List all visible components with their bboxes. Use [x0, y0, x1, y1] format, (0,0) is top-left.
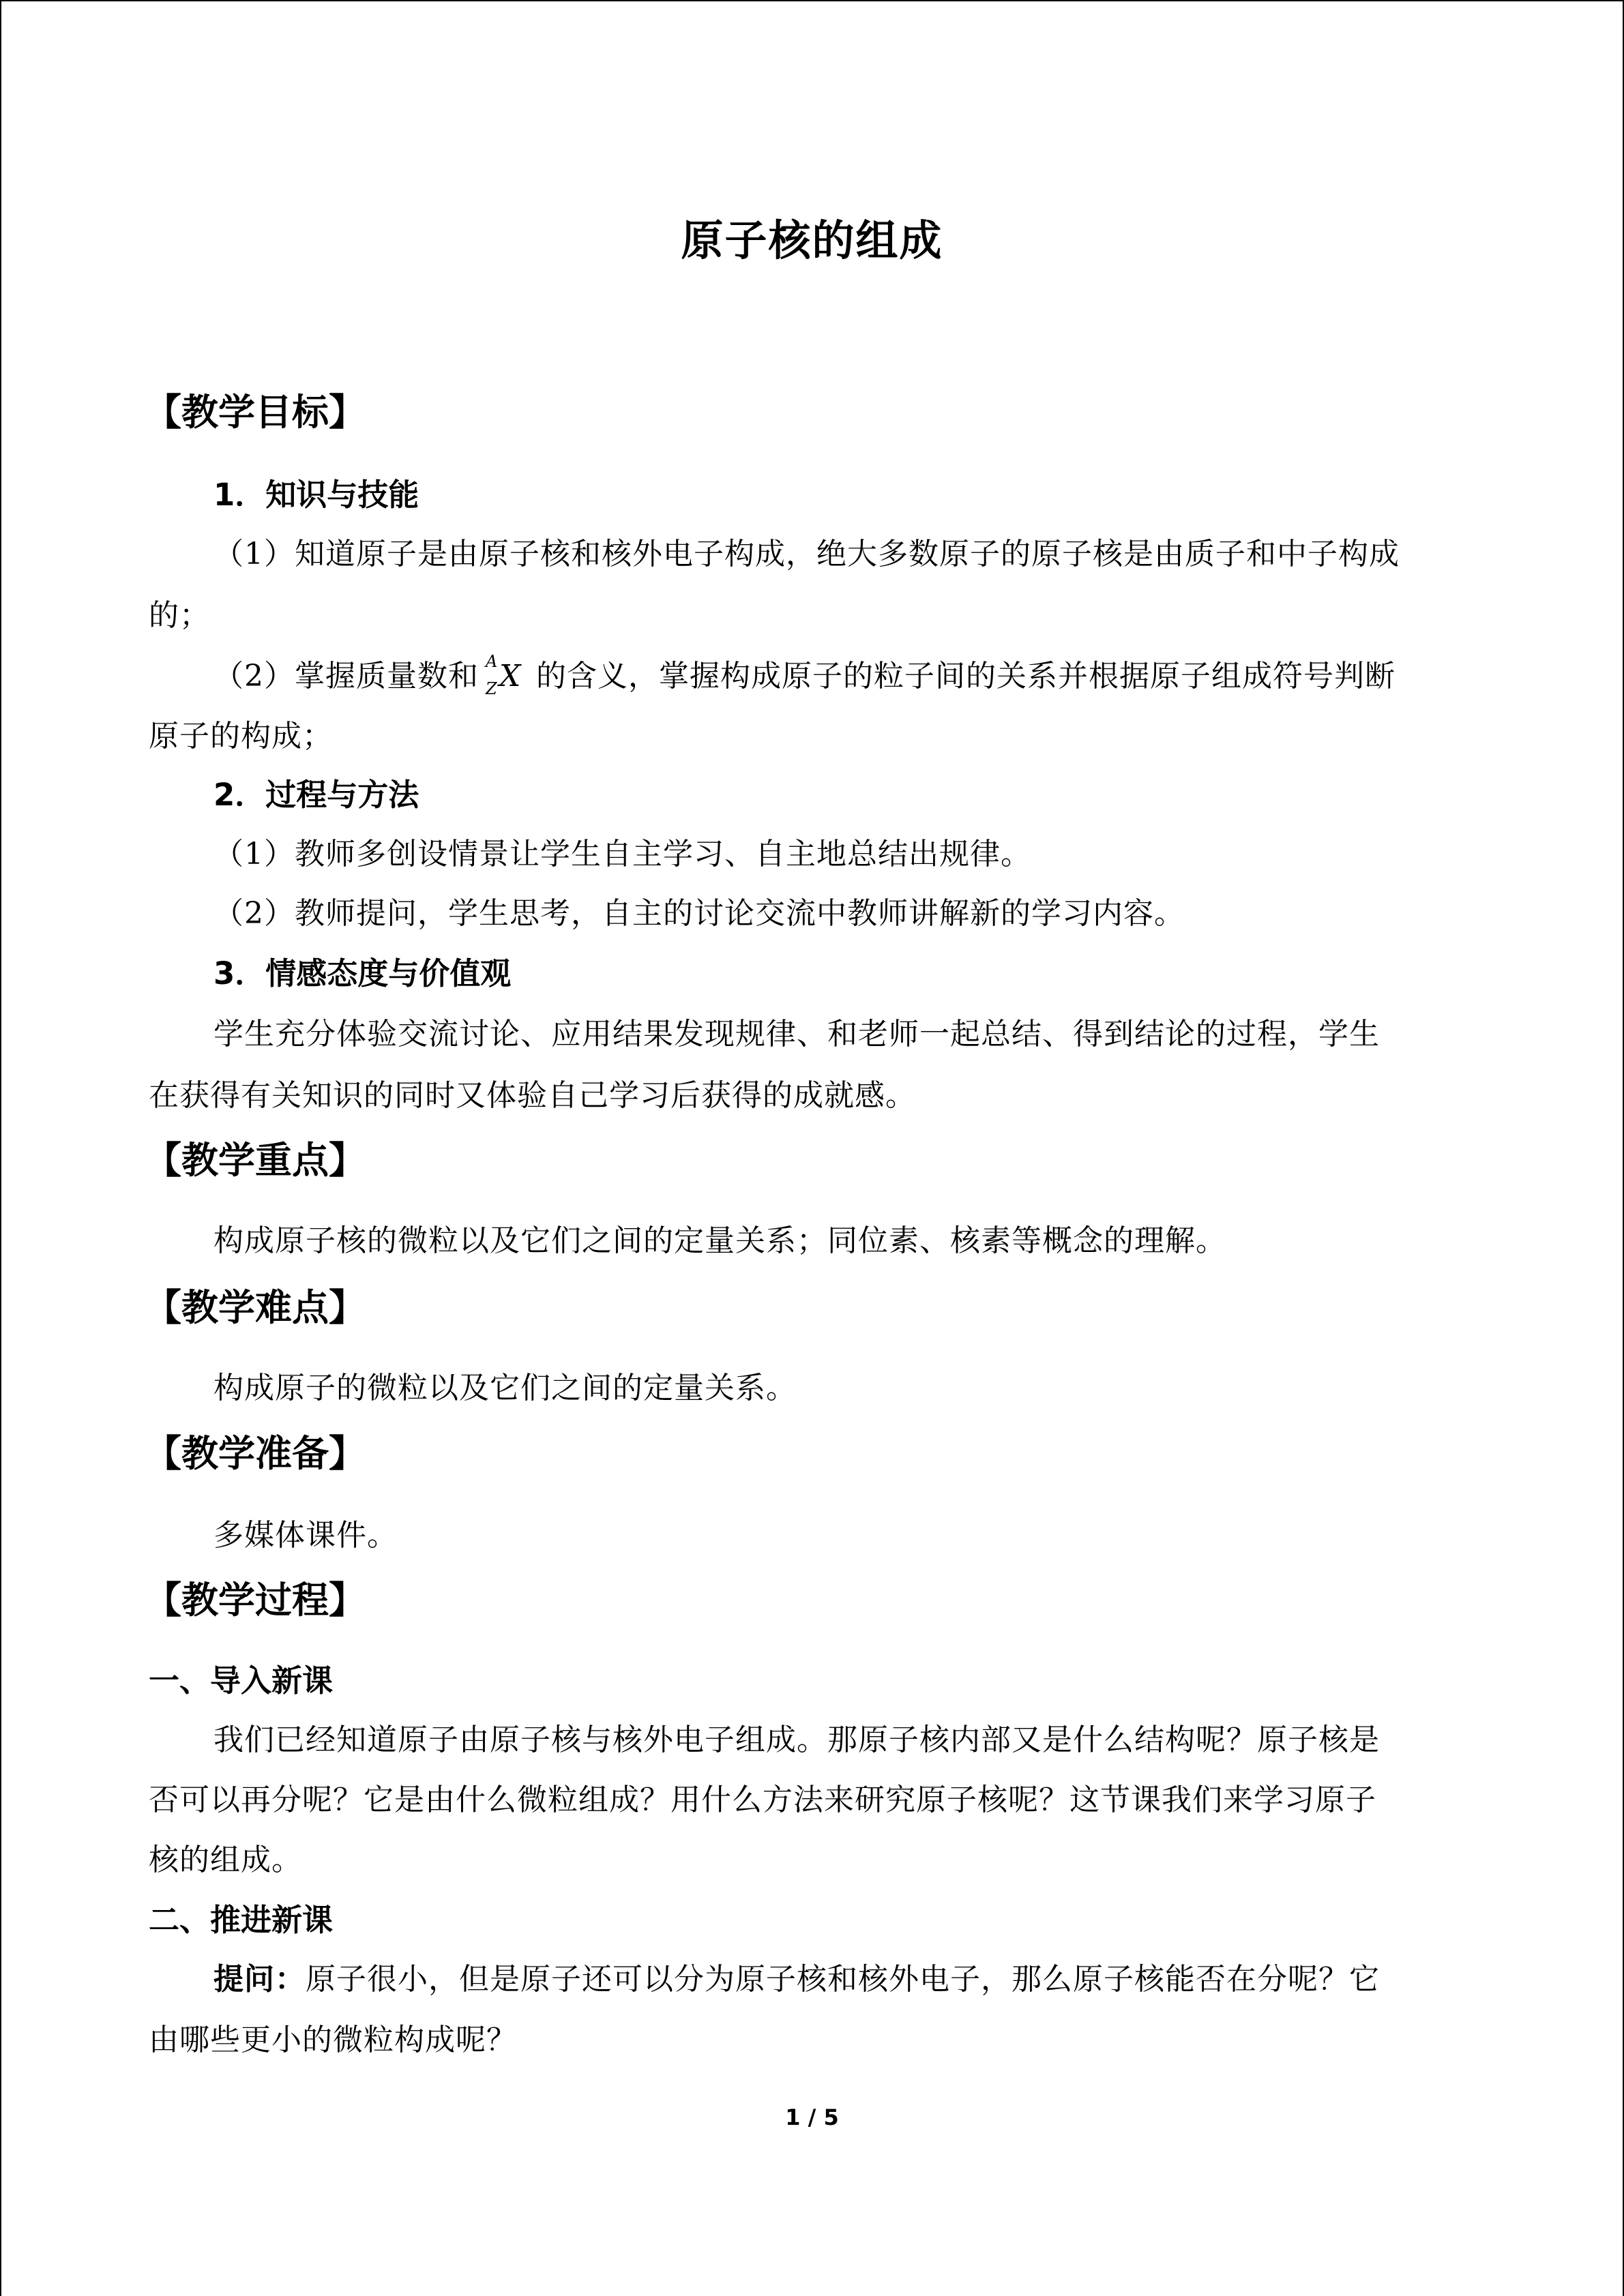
page-number: 1 / 5	[785, 2104, 839, 2130]
nuclide-notation	[483, 652, 524, 698]
process-item2: （2）教师提问，学生思考，自主的讨论交流中教师讲解新的学习内容。	[213, 896, 1185, 931]
difficulties-heading: 【教学难点】	[145, 1286, 366, 1329]
knowledge-item2-suffix: 的含义，掌握构成原子的粒子间的关系并根据原子组成符号判断	[536, 659, 1396, 694]
attitude-label: 3．情感态度与价值观	[213, 955, 512, 992]
question-line2: 由哪些更小的微粒构成呢？	[149, 2023, 517, 2057]
intro-line2: 否可以再分呢？它是由什么微粒组成？用什么方法来研究原子核呢？这节课我们来学习原子	[149, 1783, 1376, 1817]
nuclide-symbol: X	[499, 659, 522, 694]
knowledge-item2-line1	[213, 652, 1396, 698]
nuclide-atomic-number: Z	[486, 679, 498, 698]
preparation-heading: 【教学准备】	[145, 1432, 366, 1475]
question-text: 原子很小，但是原子还可以分为原子核和核外电子，那么原子核能否在分呢？它	[306, 1962, 1380, 1997]
preparation-text: 多媒体课件。	[213, 1518, 398, 1553]
intro-label: 一、导入新课	[149, 1663, 334, 1699]
process-section-heading: 【教学过程】	[145, 1579, 366, 1622]
knowledge-item1-line2: 的；	[149, 598, 210, 633]
key-points-heading: 【教学重点】	[145, 1139, 366, 1182]
objectives-heading: 【教学目标】	[145, 391, 366, 434]
process-method-label: 2．过程与方法	[213, 777, 419, 813]
knowledge-item2-line2: 原子的构成；	[149, 719, 333, 754]
attitude-line2: 在获得有关知识的同时又体验自己学习后获得的成就感。	[149, 1078, 916, 1113]
document-title: 原子核的组成	[681, 215, 943, 265]
difficulties-text: 构成原子的微粒以及它们之间的定量关系。	[213, 1371, 797, 1405]
nuclide-mass-number: A	[486, 652, 499, 671]
advance-label: 二、推进新课	[149, 1902, 334, 1938]
key-points-text: 构成原子核的微粒以及它们之间的定量关系；同位素、核素等概念的理解。	[213, 1223, 1226, 1258]
knowledge-item1-line1: （1）知道原子是由原子核和核外电子构成，绝大多数原子的原子核是由质子和中子构成	[213, 537, 1400, 571]
knowledge-item2-prefix: （2）掌握质量数和	[213, 659, 479, 694]
intro-line1: 我们已经知道原子由原子核与核外电子组成。那原子核内部又是什么结构呢？原子核是	[213, 1723, 1380, 1757]
attitude-line1: 学生充分体验交流讨论、应用结果发现规律、和老师一起总结、得到结论的过程，学生	[213, 1017, 1380, 1052]
question-label: 提问：	[213, 1962, 306, 1997]
intro-line3: 核的组成。	[149, 1843, 302, 1877]
process-item1: （1）教师多创设情景让学生自主学习、自主地总结出规律。	[213, 837, 1031, 871]
knowledge-skills-label: 1．知识与技能	[213, 477, 419, 513]
question-line1	[213, 1959, 1380, 2000]
